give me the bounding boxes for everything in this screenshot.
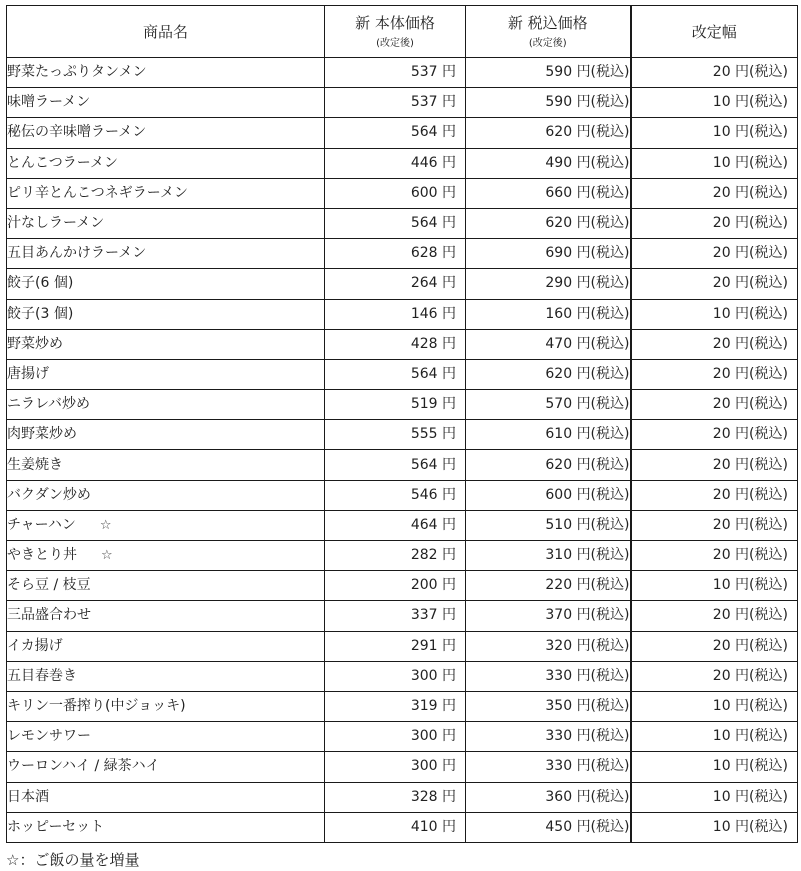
product-name: やきとり丼 (7, 547, 77, 564)
base-price-cell: 319 円 (325, 691, 466, 721)
product-name: 野菜たっぷりタンメン (7, 64, 147, 81)
tax-price-cell: 610 円(税込) (466, 420, 631, 450)
table-row (7, 722, 798, 752)
table-row (7, 480, 798, 510)
price-change-cell: 10 円(税込) (631, 118, 798, 148)
product-name: 五目あんかけラーメン (7, 245, 147, 262)
product-name: 五目春巻き (7, 667, 77, 684)
price-change-cell: 10 円(税込) (631, 752, 798, 782)
tax-price-cell: 360 円(税込) (466, 782, 631, 812)
product-name-cell (7, 58, 325, 88)
product-name: レモンサワー (7, 728, 91, 745)
tax-price-cell: 620 円(税込) (466, 208, 631, 238)
product-name: 野菜炒め (7, 335, 63, 352)
table-row (7, 601, 798, 631)
base-price-cell: 337 円 (325, 601, 466, 631)
tax-price-cell: 330 円(税込) (466, 752, 631, 782)
tax-price-cell: 590 円(税込) (466, 88, 631, 118)
tax-price-cell: 690 円(税込) (466, 239, 631, 269)
base-price-cell: 564 円 (325, 118, 466, 148)
price-change-cell: 10 円(税込) (631, 722, 798, 752)
table-row (7, 208, 798, 238)
product-name-cell (7, 661, 325, 691)
product-name: そら豆 / 枝豆 (7, 577, 91, 594)
product-name-cell (7, 691, 325, 721)
table-row (7, 450, 798, 480)
price-change-cell: 20 円(税込) (631, 329, 798, 359)
table-row (7, 329, 798, 359)
base-price-cell: 200 円 (325, 571, 466, 601)
base-price-cell: 546 円 (325, 480, 466, 510)
product-name-cell (7, 722, 325, 752)
price-change-cell: 20 円(税込) (631, 661, 798, 691)
tax-price-cell: 450 円(税込) (466, 812, 631, 842)
base-price-cell: 537 円 (325, 88, 466, 118)
table-row (7, 420, 798, 450)
tax-price-cell: 620 円(税込) (466, 118, 631, 148)
header-new-tax-price: 新 税込価格 (改定後) (466, 6, 631, 58)
base-price-cell: 264 円 (325, 269, 466, 299)
tax-price-cell: 370 円(税込) (466, 601, 631, 631)
product-name-cell (7, 541, 325, 571)
base-price-cell: 537 円 (325, 58, 466, 88)
base-price-cell: 519 円 (325, 390, 466, 420)
table-row (7, 661, 798, 691)
tax-price-cell: 660 円(税込) (466, 178, 631, 208)
table-row (7, 58, 798, 88)
table-row (7, 631, 798, 661)
table-row (7, 118, 798, 148)
price-change-cell: 20 円(税込) (631, 58, 798, 88)
price-change-cell: 20 円(税込) (631, 420, 798, 450)
tax-price-cell: 620 円(税込) (466, 359, 631, 389)
price-change-cell: 10 円(税込) (631, 782, 798, 812)
table-row (7, 299, 798, 329)
base-price-cell: 291 円 (325, 631, 466, 661)
product-name-cell (7, 88, 325, 118)
tax-price-cell: 570 円(税込) (466, 390, 631, 420)
tax-price-cell: 470 円(税込) (466, 329, 631, 359)
product-name-cell (7, 631, 325, 661)
tax-price-cell: 160 円(税込) (466, 299, 631, 329)
product-name: イカ揚げ (7, 637, 63, 654)
product-name: 三品盛合わせ (7, 607, 91, 624)
tax-price-cell: 320 円(税込) (466, 631, 631, 661)
tax-price-cell: 510 円(税込) (466, 510, 631, 540)
product-name-cell (7, 480, 325, 510)
product-name-cell (7, 178, 325, 208)
product-name: キリン一番搾り(中ジョッキ) (7, 698, 186, 715)
table-row (7, 752, 798, 782)
product-name-cell (7, 571, 325, 601)
footnote: ☆：ご飯の量を増量 (6, 851, 140, 869)
tax-price-cell: 350 円(税込) (466, 691, 631, 721)
price-change-cell: 20 円(税込) (631, 601, 798, 631)
product-name: 日本酒 (7, 788, 49, 805)
header-product-name: 商品名 (7, 6, 325, 58)
price-change-cell: 20 円(税込) (631, 480, 798, 510)
base-price-cell: 564 円 (325, 359, 466, 389)
base-price-cell: 555 円 (325, 420, 466, 450)
base-price-cell: 282 円 (325, 541, 466, 571)
tax-price-cell: 220 円(税込) (466, 571, 631, 601)
table-row (7, 541, 798, 571)
product-name: とんこつラーメン (7, 154, 119, 171)
price-revision-table (6, 5, 798, 843)
base-price-cell: 428 円 (325, 329, 466, 359)
base-price-cell: 628 円 (325, 239, 466, 269)
product-name-cell (7, 752, 325, 782)
tax-price-cell: 290 円(税込) (466, 269, 631, 299)
product-name: 生姜焼き (7, 456, 63, 473)
base-price-cell: 300 円 (325, 722, 466, 752)
star-icon: ☆ (99, 517, 112, 533)
product-name: 餃子(6 個) (7, 275, 74, 292)
product-name: 唐揚げ (7, 365, 49, 382)
tax-price-cell: 310 円(税込) (466, 541, 631, 571)
header-price-change: 改定幅 (631, 6, 798, 58)
product-name-cell (7, 390, 325, 420)
price-change-cell: 20 円(税込) (631, 208, 798, 238)
price-change-cell: 10 円(税込) (631, 691, 798, 721)
table-row (7, 390, 798, 420)
table-row (7, 178, 798, 208)
product-name: バクダン炒め (7, 486, 91, 503)
table-row (7, 88, 798, 118)
price-change-cell: 10 円(税込) (631, 299, 798, 329)
product-name: ニラレバ炒め (7, 396, 91, 413)
price-change-cell: 20 円(税込) (631, 541, 798, 571)
base-price-cell: 328 円 (325, 782, 466, 812)
table-row (7, 812, 798, 842)
product-name: ピリ辛とんこつネギラーメン (7, 184, 189, 201)
product-name-cell (7, 148, 325, 178)
tax-price-cell: 620 円(税込) (466, 450, 631, 480)
price-change-cell: 20 円(税込) (631, 359, 798, 389)
product-name-cell (7, 118, 325, 148)
star-icon: ☆ (101, 548, 113, 564)
tax-price-cell: 600 円(税込) (466, 480, 631, 510)
product-name-cell (7, 420, 325, 450)
product-name-cell (7, 450, 325, 480)
product-name: 秘伝の辛味噌ラーメン (7, 124, 147, 141)
price-change-cell: 10 円(税込) (631, 812, 798, 842)
table-row (7, 782, 798, 812)
product-name: ホッピーセット (7, 818, 105, 835)
table-row (7, 691, 798, 721)
table-row (7, 148, 798, 178)
table-row (7, 510, 798, 540)
base-price-cell: 600 円 (325, 178, 466, 208)
product-name: 汁なしラーメン (7, 215, 105, 232)
table-row (7, 359, 798, 389)
base-price-cell: 300 円 (325, 752, 466, 782)
base-price-cell: 564 円 (325, 450, 466, 480)
table-body (7, 58, 798, 843)
tax-price-cell: 590 円(税込) (466, 58, 631, 88)
tax-price-cell: 330 円(税込) (466, 661, 631, 691)
base-price-cell: 446 円 (325, 148, 466, 178)
product-name: 肉野菜炒め (7, 426, 77, 443)
product-name-cell (7, 269, 325, 299)
base-price-cell: 464 円 (325, 510, 466, 540)
tax-price-cell: 490 円(税込) (466, 148, 631, 178)
price-change-cell: 20 円(税込) (631, 631, 798, 661)
product-name-cell (7, 812, 325, 842)
product-name-cell (7, 601, 325, 631)
product-name: ウーロンハイ / 緑茶ハイ (7, 758, 160, 775)
product-name: 餃子(3 個) (7, 305, 74, 322)
price-change-cell: 20 円(税込) (631, 510, 798, 540)
price-change-cell: 20 円(税込) (631, 239, 798, 269)
base-price-cell: 410 円 (325, 812, 466, 842)
table-header-row (7, 6, 798, 58)
product-name-cell (7, 782, 325, 812)
header-new-base-price: 新 本体価格 (改定後) (325, 6, 466, 58)
product-name-cell (7, 510, 325, 540)
product-name-cell (7, 329, 325, 359)
base-price-cell: 300 円 (325, 661, 466, 691)
product-name-cell (7, 208, 325, 238)
price-change-cell: 20 円(税込) (631, 269, 798, 299)
price-change-cell: 10 円(税込) (631, 148, 798, 178)
table-row (7, 269, 798, 299)
price-change-cell: 20 円(税込) (631, 178, 798, 208)
price-change-cell: 10 円(税込) (631, 571, 798, 601)
table-row (7, 571, 798, 601)
tax-price-cell: 330 円(税込) (466, 722, 631, 752)
base-price-cell: 564 円 (325, 208, 466, 238)
price-change-cell: 10 円(税込) (631, 88, 798, 118)
product-name-cell (7, 299, 325, 329)
price-change-cell: 20 円(税込) (631, 450, 798, 480)
table-row (7, 239, 798, 269)
product-name: チャーハン (7, 516, 76, 533)
product-name: 味噌ラーメン (7, 94, 91, 111)
base-price-cell: 146 円 (325, 299, 466, 329)
product-name-cell (7, 239, 325, 269)
product-name-cell (7, 359, 325, 389)
price-change-cell: 20 円(税込) (631, 390, 798, 420)
